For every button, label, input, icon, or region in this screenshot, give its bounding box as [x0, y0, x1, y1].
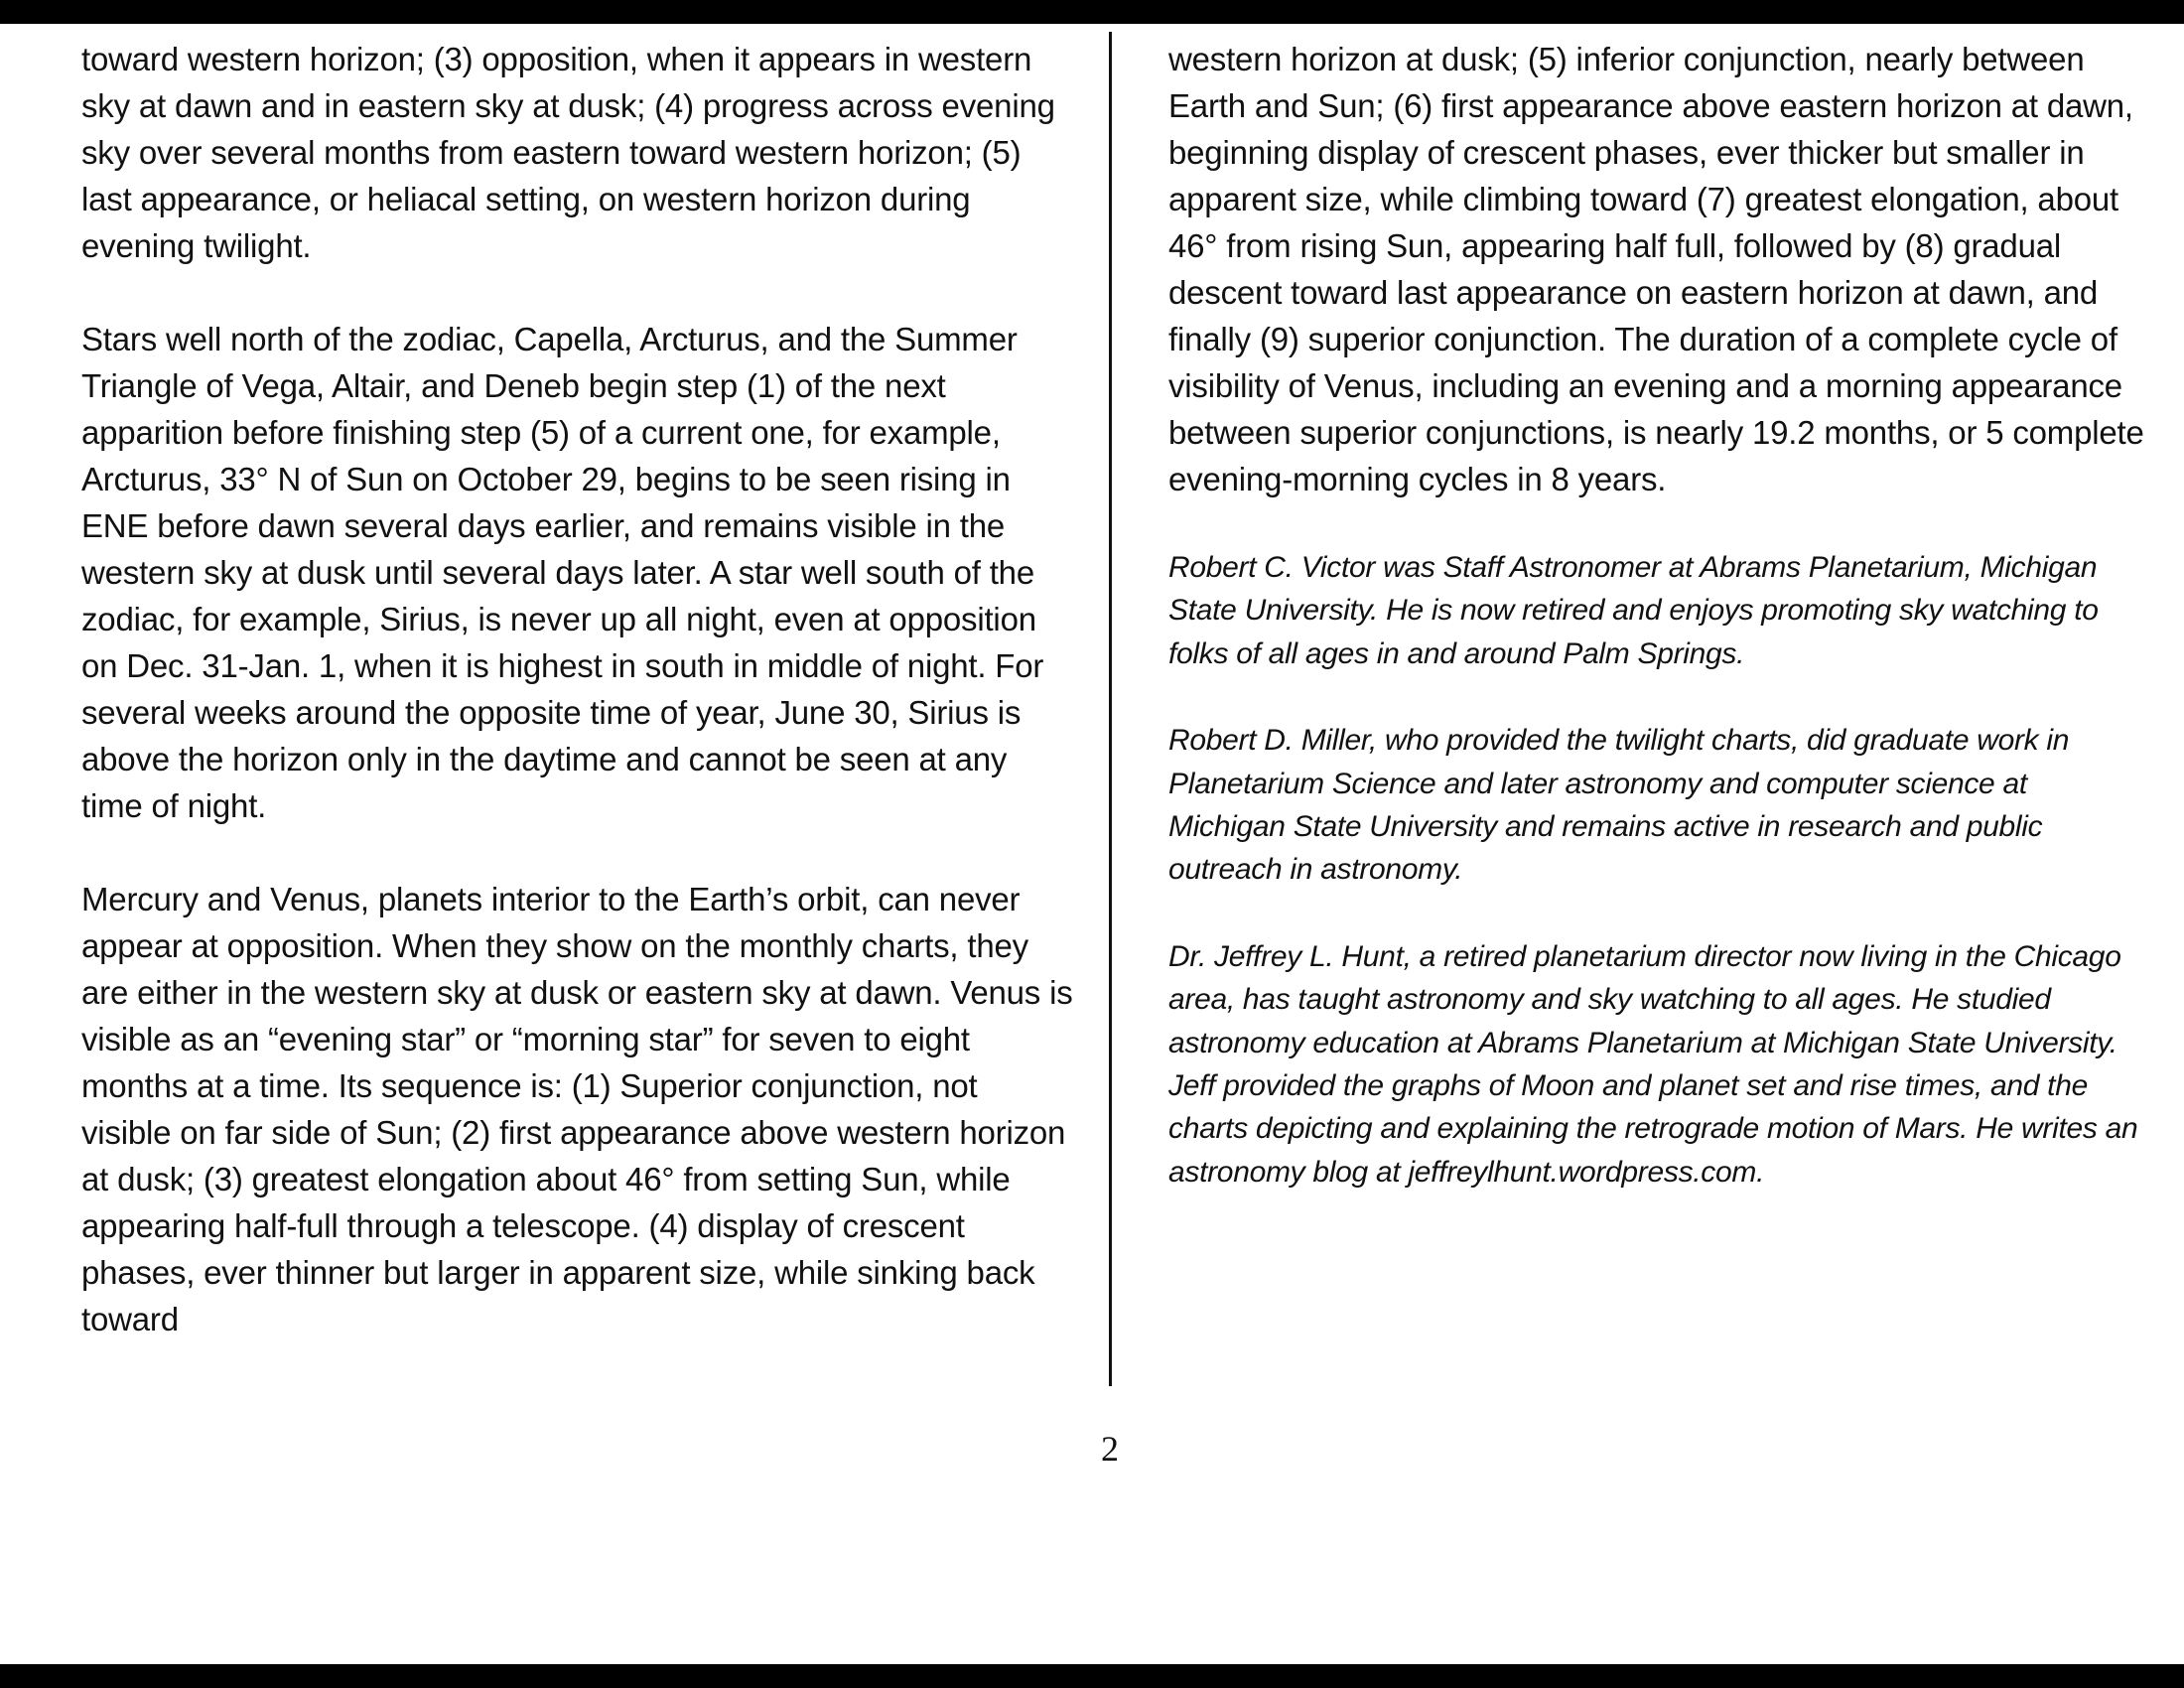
author-bio-victor: Robert C. Victor was Staff Astronomer at Abrams Planetarium, Michigan State University. He is now retired and enjoys promoting sky watching to folks of all ages in and around Palm Springs. — [1168, 551, 2099, 670]
author-bio-hunt: Dr. Jeffrey L. Hunt, a retired planetarium director now living in the Chicago area, has taught astronomy and sky watching to all ages. He studied astronomy education at Abrams Planetarium at Michigan State University. Jeff provided the graphs of Moon and planet set and rise times, and the charts depicting and explaining the retrograde motion of Mars. He writes an astronomy blog at jeffreylhunt.wordpress.com. — [1168, 939, 2138, 1189]
bottom-border-bar — [0, 1664, 2184, 1688]
paragraph-planet-sequence-end: toward western horizon; (3) opposition, when it appears in western sky at dawn and in eastern sky at dusk; (4) progress across evening sky over several months from eastern toward western horizon; (5) last appearance, or heliacal setting, on western horizon during evening twilight. — [81, 41, 1055, 264]
column-divider — [1109, 32, 1112, 1386]
author-bio-miller: Robert D. Miller, who provided the twilight charts, did graduate work in Planetarium Science and later astronomy and computer science at Michigan State University and remains active in research and public outreach in astronomy. — [1168, 724, 2070, 887]
paragraph-mercury-venus: Mercury and Venus, planets interior to the Earth’s orbit, can never appear at opposition. When they show on the monthly charts, they are either in the western sky at dusk or eastern sky at dawn. Venus is visible as an “evening star” or “morning star” for seven to eight months at a time. Its sequence is: (1) Superior conjunction, not visible on far side of Sun; (2) first appearance above western horizon at dusk; (3) greatest elongation about 46° from setting Sun, while appearing half-full through a telescope. (4) display of crescent phases, ever thinner but larger in apparent size, while sinking back toward — [81, 881, 1073, 1337]
page-number: 2 — [1101, 1429, 1119, 1469]
paragraph-stars-north-south: Stars well north of the zodiac, Capella, Arcturus, and the Summer Triangle of Vega, Altair, and Deneb begin step (1) of the next apparition before finishing step (5) of a current one, for example, Arcturus, 33° N of Sun on October 29, begins to be seen rising in ENE before dawn several days earlier, and remains visible in the western sky at dusk until several days later. A star well south of the zodiac, for example, Sirius, is never up all night, even at opposition on Dec. 31-Jan. 1, when it is highest in south in middle of night. For several weeks around the opposite time of year, June 30, Sirius is above the horizon only in the daytime and cannot be seen at any time of night. — [81, 321, 1044, 824]
right-text-column — [1168, 36, 2146, 1194]
paragraph-venus-cycle: western horizon at dusk; (5) inferior conjunction, nearly between Earth and Sun; (6) first appearance above eastern horizon at dawn, beginning display of crescent phases, ever thicker but smaller in apparent size, while climbing toward (7) greatest elongation, about 46° from rising Sun, appearing half full, followed by (8) gradual descent toward last appearance on eastern horizon at dawn, and finally (9) superior conjunction. The duration of a complete cycle of visibility of Venus, including an evening and a morning appearance between superior conjunctions, is nearly 19.2 months, or 5 complete evening-morning cycles in 8 years. — [1168, 41, 2144, 497]
left-text-column — [81, 36, 1074, 1342]
top-border-bar — [0, 0, 2184, 24]
